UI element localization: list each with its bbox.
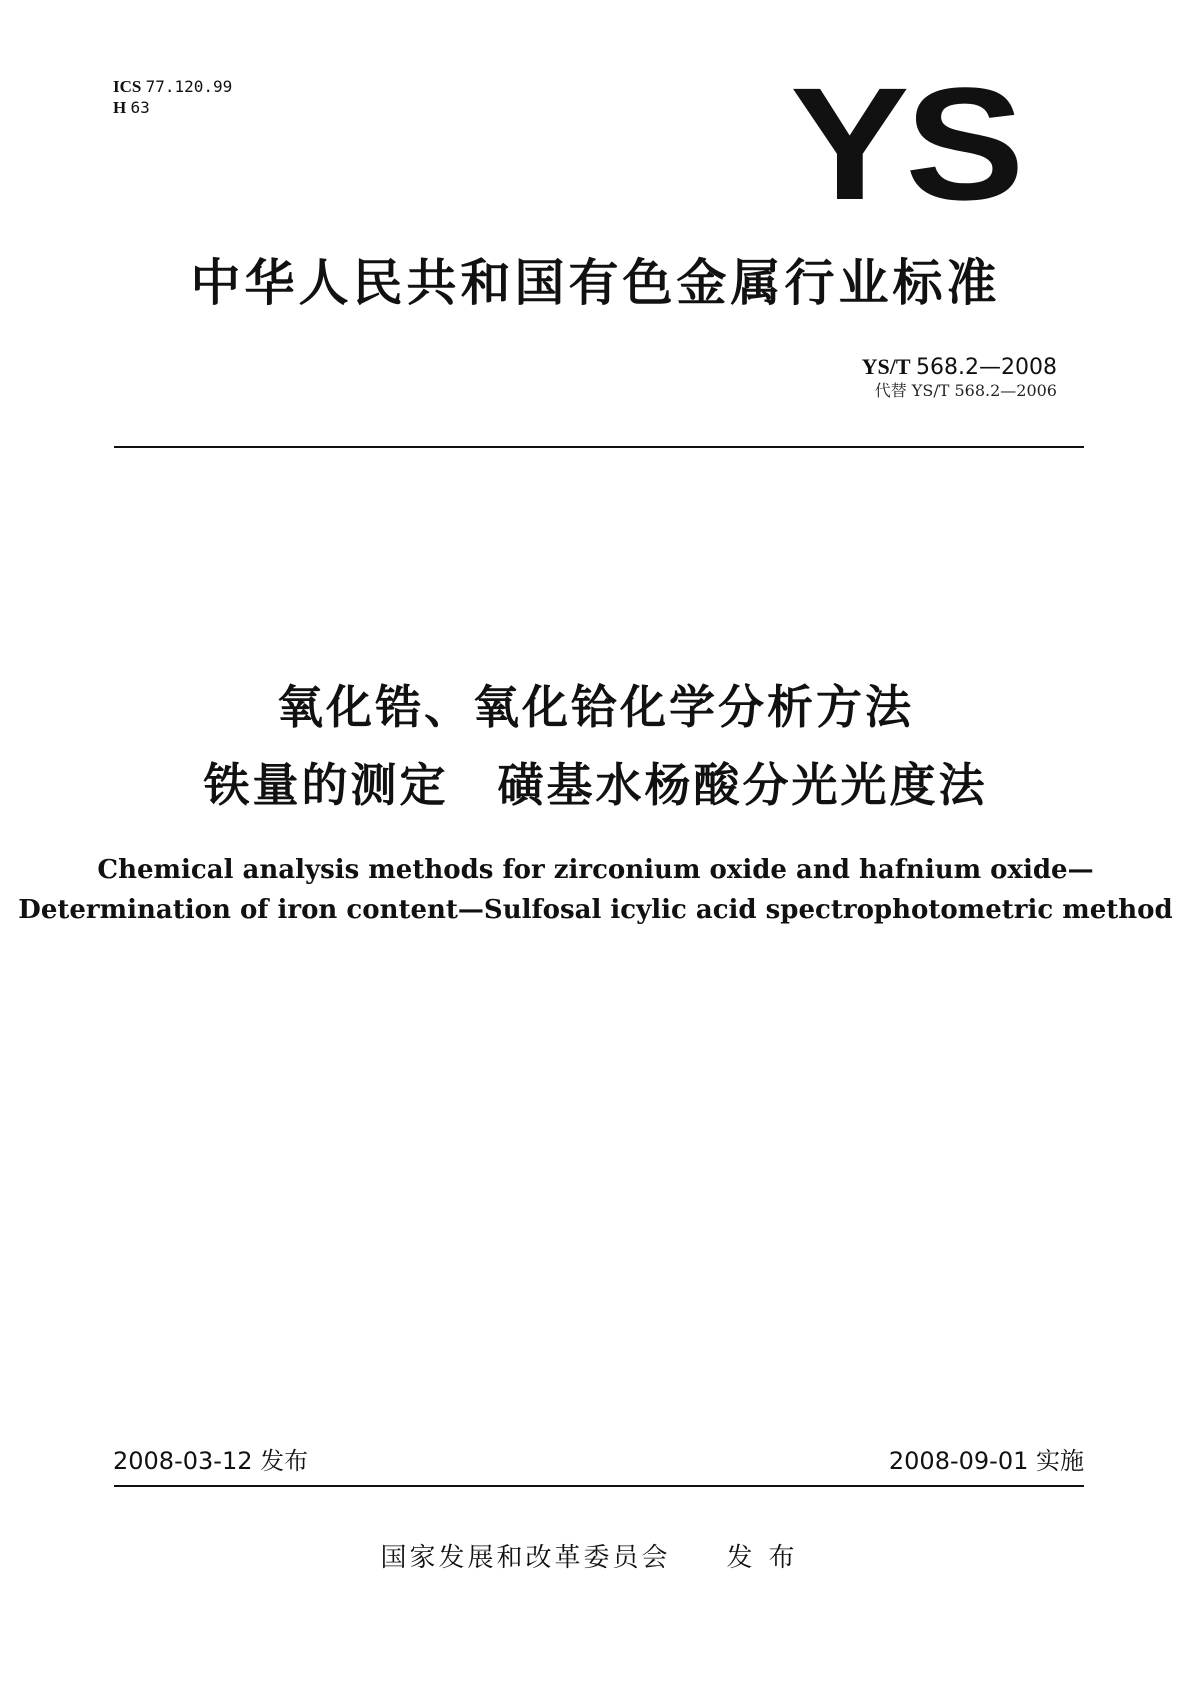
implementation-date: 2008-09-01 实施 — [888, 1447, 1084, 1475]
ccs-label: H — [113, 98, 127, 117]
ics-label: ICS — [113, 77, 142, 96]
chinese-title — [0, 668, 1191, 824]
main-title: 中华人民共和国有色金属行业标准 — [190, 254, 1001, 312]
publisher-name: 国家发展和改革委员会 — [380, 1543, 671, 1573]
ics-line — [113, 76, 232, 97]
publisher-action: 发布 — [726, 1543, 811, 1573]
standard-code: 568.2—2008 — [916, 355, 1057, 380]
classification-codes — [113, 76, 232, 118]
english-title-line2: Determination of iron content—Sulfosal icylic acid spectrophotometric method — [18, 895, 1173, 925]
publisher — [0, 1541, 1191, 1575]
ics-code: 77.120.99 — [145, 77, 233, 96]
top-divider — [114, 446, 1084, 448]
standard-number — [862, 354, 1057, 381]
chinese-title-line2: 铁量的测定 磺基水杨酸分光光度法 — [203, 758, 988, 812]
ccs-code: 63 — [130, 98, 150, 117]
replaces-standard: 代替 YS/T 568.2—2006 — [874, 381, 1057, 400]
ccs-line — [113, 97, 232, 118]
bottom-divider — [114, 1485, 1084, 1487]
english-title — [0, 850, 1191, 930]
english-title-line1: Chemical analysis methods for zirconium oxide and hafnium oxide— — [97, 855, 1094, 885]
chinese-title-line1: 氧化锆、氧化铪化学分析方法 — [277, 680, 914, 734]
ys-logo: YS — [790, 54, 1021, 233]
standard-number-block — [862, 354, 1057, 401]
standard-prefix: YS/T — [861, 354, 911, 379]
issue-date: 2008-03-12 发布 — [113, 1447, 309, 1475]
